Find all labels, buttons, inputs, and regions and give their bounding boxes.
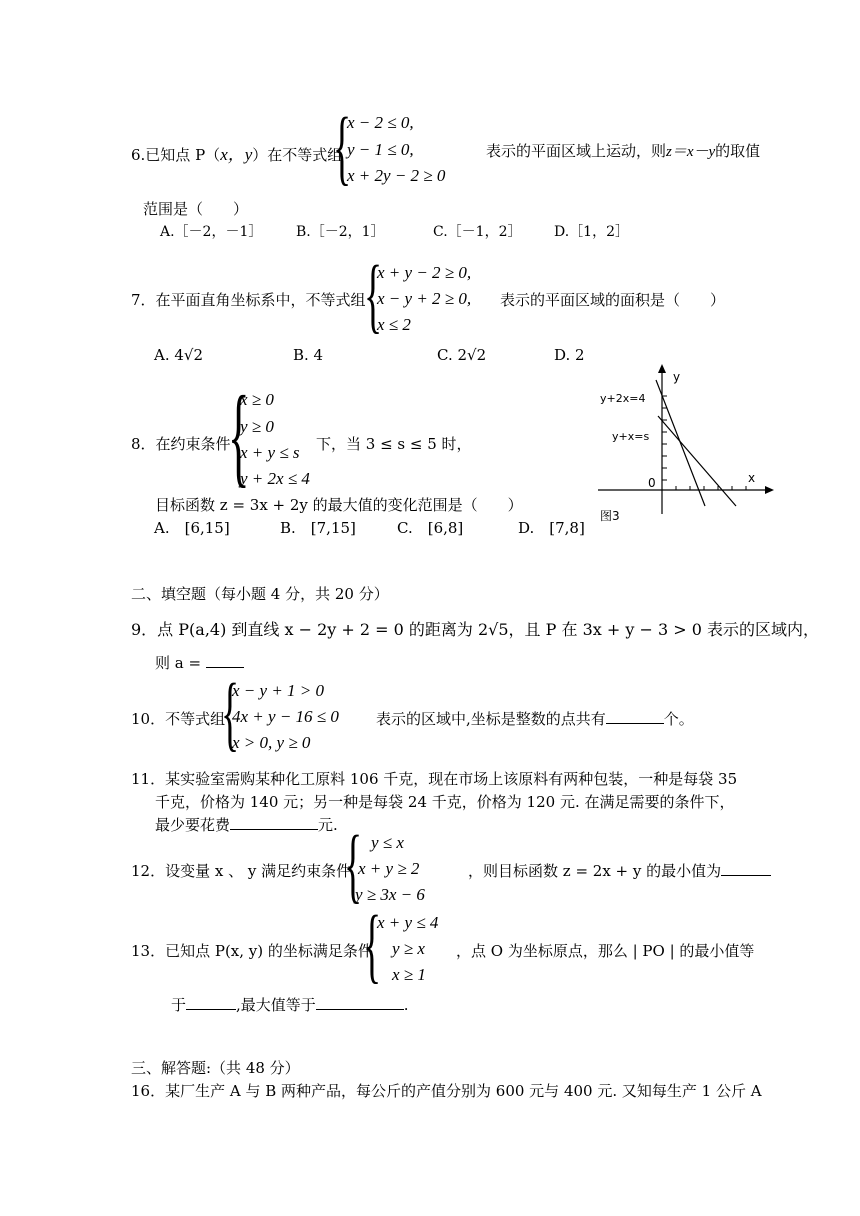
- q8-figure: [590, 358, 780, 528]
- q7-option-d: D. 2: [554, 346, 585, 364]
- fig-label-line2: y+x=s: [612, 430, 650, 443]
- q7-option-a: A. 4√2: [154, 346, 204, 364]
- q6-expr: z＝x－y: [666, 144, 716, 160]
- q11-line1: 11．某实验室需购某种化工原料 106 千克，现在市场上该原料有两种包装，一种是每袋 35: [131, 770, 738, 788]
- q6-option-b: B.［－2，1］: [296, 224, 385, 240]
- q6-mid: ）在不等式组: [252, 146, 343, 164]
- fig-y-ticks: [662, 396, 667, 480]
- q10-suffix: 表示的区域中,坐标是整数的点共有: [376, 710, 606, 728]
- q16-line1: 16．某厂生产 A 与 B 两种产品，每公斤的产值分别为 600 元与 400 元. 又知每生产 1 公斤 A: [131, 1082, 762, 1100]
- q7-sys-2: x − y + 2 ≥ 0,: [377, 289, 472, 308]
- q10-brace: {: [221, 667, 240, 760]
- q12-answer-blank[interactable]: [721, 861, 771, 876]
- q13-line2a: 于: [171, 996, 187, 1014]
- q8-prefix: 8．在约束条件: [131, 435, 231, 453]
- q6-option-d: D.［1，2］: [554, 224, 629, 240]
- fig-label-line1: y+2x=4: [600, 392, 646, 405]
- fig-caption: 图3: [600, 509, 620, 523]
- q6-sys-3: x + 2y − 2 ≥ 0: [347, 166, 446, 185]
- fig-label-y: y: [673, 370, 681, 384]
- q7-option-b: B. 4: [293, 346, 324, 364]
- q7-sys-3: x ≤ 2: [377, 315, 411, 334]
- q12-prefix: 12．设变量 x 、 y 满足约束条件: [131, 862, 352, 880]
- q12-sys-3: y ≥ 3x − 6: [355, 885, 425, 904]
- q10-sys-3: x > 0, y ≥ 0: [232, 733, 311, 752]
- q8-option-b: B. [7,15]: [280, 519, 356, 537]
- q8-suffix: 下，当 3 ≤ s ≤ 5 时，: [316, 435, 472, 453]
- q8-option-c: C. [6,8]: [397, 519, 464, 537]
- q6-option-a: A.［－2，－1］: [160, 224, 263, 240]
- q8-sys-1: x ≥ 0: [240, 390, 274, 409]
- q7-suffix: 表示的平面区域的面积是（ ）: [500, 291, 726, 309]
- q13-brace: {: [363, 899, 382, 992]
- q6-prefix: 6.已知点 P（: [131, 146, 221, 164]
- q12-brace: {: [344, 819, 363, 912]
- q6-option-c: C.［－1，2］: [433, 224, 522, 240]
- q7-brace: {: [364, 249, 383, 342]
- q6-brace: {: [333, 101, 352, 194]
- q6-vars: x，y: [220, 145, 253, 164]
- q6-cont: 范围是（ ）: [143, 200, 249, 218]
- q10-prefix: 10．不等式组: [131, 710, 226, 728]
- q7-prefix: 7．在平面直角坐标系中，不等式组: [131, 291, 366, 309]
- q6-suffix1: 表示的平面区域上运动，则: [486, 142, 667, 160]
- q10-sys-2: 4x + y − 16 ≤ 0: [232, 707, 339, 726]
- fig-y-arrow: [658, 364, 666, 373]
- q10-sys-1: x − y + 1 > 0: [232, 681, 325, 700]
- q8-option-d: D. [7,8]: [518, 519, 585, 537]
- q13-prefix: 13．已知点 P(x, y) 的坐标满足条件: [131, 942, 373, 960]
- q12-sys-2: x + y ≥ 2: [358, 859, 420, 878]
- q11-answer-blank[interactable]: [230, 815, 318, 830]
- q8-option-a: A. [6,15]: [154, 519, 230, 537]
- q13-line2b: ,最大值等于: [236, 996, 316, 1014]
- fig-x-arrow: [765, 486, 774, 494]
- q8-sys-2: y ≥ 0: [240, 417, 274, 436]
- q9-line2: 则 a =: [155, 654, 206, 672]
- q10-answer-blank[interactable]: [606, 709, 664, 724]
- q13-suffix: ，点 O 为坐标原点，那么 | PO | 的最小值等: [456, 942, 755, 960]
- q10-unit: 个。: [663, 710, 694, 728]
- q8-sys-3: x + y ≤ s: [240, 443, 300, 462]
- q12-sys-1: y ≤ x: [371, 833, 404, 852]
- section-2-heading: 二、填空题（每小题 4 分，共 20 分）: [131, 585, 389, 603]
- q13-end: .: [403, 996, 409, 1014]
- q9-answer-blank[interactable]: [206, 653, 244, 668]
- q13-sys-3: x ≥ 1: [392, 965, 426, 984]
- fig-label-origin: 0: [648, 476, 656, 490]
- q6-sys-1: x − 2 ≤ 0,: [347, 113, 414, 132]
- fig-line-yxs: [658, 416, 736, 506]
- section-3-heading: 三、解答题:（共 48 分）: [131, 1059, 300, 1077]
- q12-suffix: ，则目标函数 z = 2x + y 的最小值为: [468, 862, 722, 880]
- q7-option-c: C. 2√2: [437, 346, 487, 364]
- q13-max-blank[interactable]: [316, 995, 404, 1010]
- fig-line-y2x4: [656, 380, 705, 506]
- q11-line2: 千克，价格为 140 元；另一种是每袋 24 千克，价格为 120 元. 在满足需要的条件下，: [155, 793, 735, 811]
- q8-brace: {: [228, 374, 250, 498]
- q13-sys-2: y ≥ x: [392, 939, 425, 958]
- q7-sys-1: x + y − 2 ≥ 0,: [377, 263, 472, 282]
- q13-min-blank[interactable]: [186, 995, 236, 1010]
- q6-suffix2: 的取值: [715, 142, 761, 160]
- q6-sys-2: y − 1 ≤ 0,: [347, 140, 414, 159]
- q11-unit: 元.: [318, 816, 338, 834]
- q11-line3: 最少要花费: [155, 816, 231, 834]
- fig-label-x: x: [748, 471, 756, 485]
- q13-sys-1: x + y ≤ 4: [377, 913, 439, 932]
- q9-line1: 9．点 P(a,4) 到直线 x − 2y + 2 = 0 的距离为 2√5，且 P 在 3x + y − 3 > 0 表示的区域内，: [131, 620, 820, 639]
- q8-sys-4: y + 2x ≤ 4: [240, 469, 310, 488]
- q8-line2: 目标函数 z = 3x + 2y 的最大值的变化范围是（ ）: [155, 496, 523, 514]
